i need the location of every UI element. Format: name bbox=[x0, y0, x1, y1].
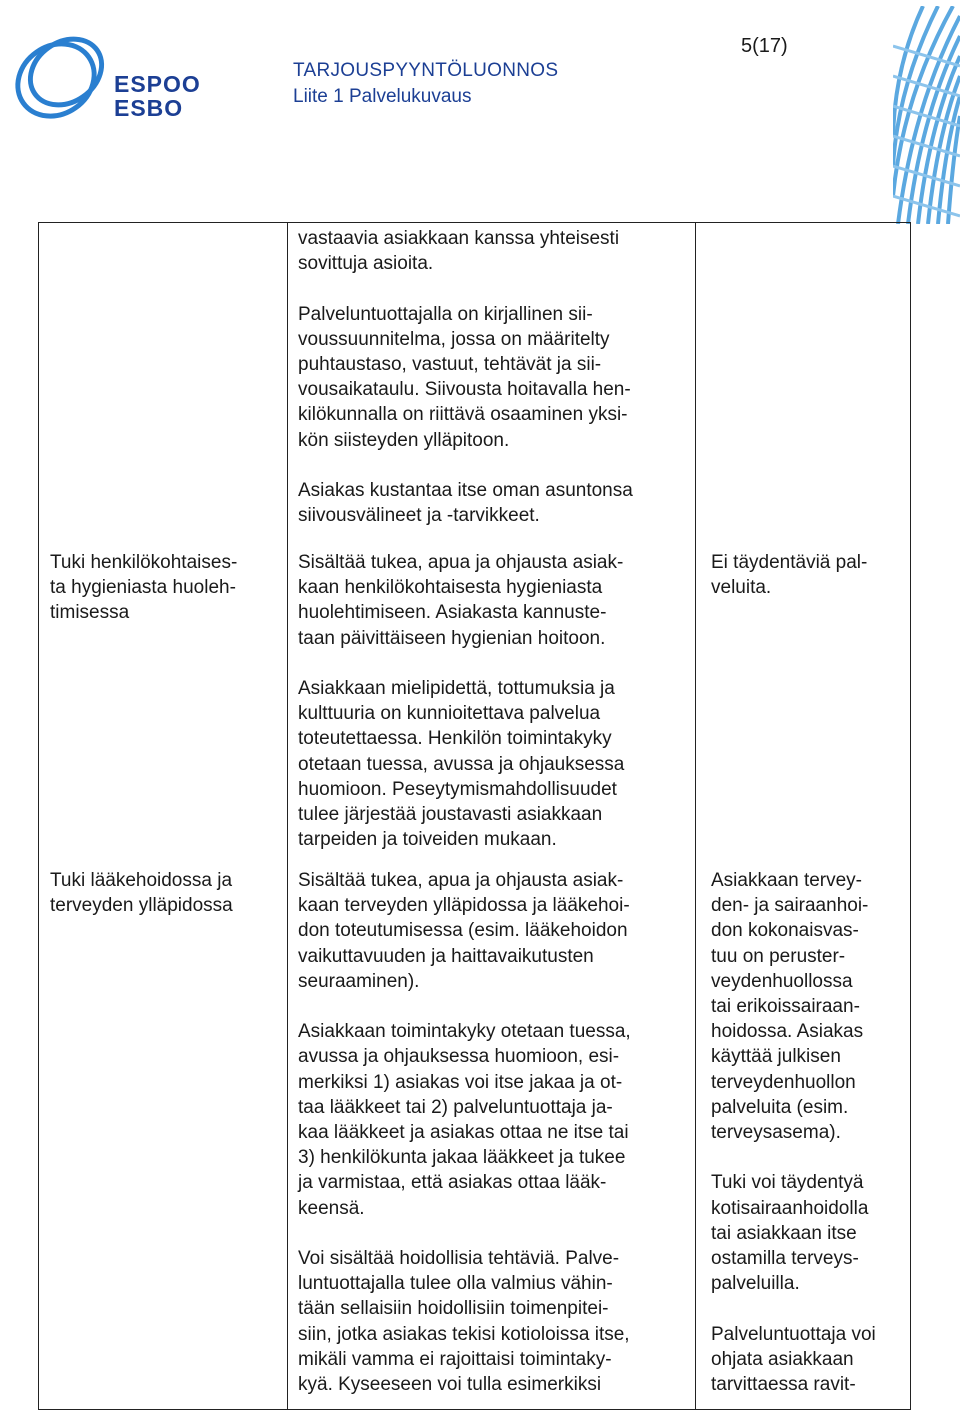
column-divider bbox=[287, 223, 288, 1409]
page-number: 5(17) bbox=[741, 35, 788, 57]
medication-description: Sisältää tukea, apua ja ohjausta asiak- kaan terveyden ylläpidossa ja lääkehoi- don toteutumisessa (esim. lääkehoidon vaikuttavuuden ja haittavaikutusten seuraaminen). Asiakkaan toimintakyky otetaan tuessa, avussa ja ohjauksessa huomioon, esi- merkiksi 1) asiakas voi itse jakaa ja ot- taa lääkkeet tai 2) palveluntuottaja ja- kaa lääkkeet ja asiakas ottaa ne itse tai 3) henkilökunta jakaa lääkkeet ja tukee ja varmistaa, että asiakas ottaa lääk- keensä. Voi sisältää hoidollisia tehtäviä. Palve- luntuottajalla tulee olla valmius vähin- tään sellaisiin hoidollisiin toimenpitei- siin, jotka asiakas tekisi kotioloissa itse, mikäli vamma ei rajoittaisi toimintaky- kyä. Kyseeseen voi tulla esimerkiksi bbox=[298, 870, 631, 1396]
document-subtitle: Liite 1 Palvelukuvaus bbox=[293, 86, 472, 107]
logo-text-espoo: ESPOO bbox=[114, 71, 201, 97]
cleaning-description: vastaavia asiakkaan kanssa yhteisesti sovittuja asioita. Palveluntuottajalla on kirjallinen sii- voussuunnitelma, jossa on määritelty puhtaustaso, vastuut, tehtävät ja sii- vousaikataulu. Siivousta hoitavalla hen- kilökunnalla on riittävä osaaminen yksi- kön siisteyden ylläpitoon. Asiakas kustantaa itse oman asuntonsa siivousvälineet ja -tarvikkeet. bbox=[298, 228, 633, 527]
hygiene-supplementary: Ei täydentäviä pal- veluita. bbox=[711, 552, 868, 599]
service-name-hygiene: Tuki henkilökohtaises- ta hygieniasta huoleh- timisessa bbox=[50, 552, 238, 624]
document-title: TARJOUSPYYNTÖLUONNOS bbox=[293, 60, 559, 81]
espoo-logo-mark-icon bbox=[8, 28, 118, 124]
espoo-logo bbox=[8, 28, 201, 124]
logo-text-esbo: ESBO bbox=[114, 95, 184, 121]
service-name-medication: Tuki lääkehoidossa ja terveyden ylläpidossa bbox=[50, 870, 233, 917]
column-divider bbox=[695, 223, 696, 1409]
medication-supplementary: Asiakkaan tervey- den- ja sairaanhoi- don kokonaisvas- tuu on peruster- veydenhuollossa tai erikoissairaan- hoidossa. Asiakas käyttää julkisen terveydenhuollon palveluita (esim. terveysasema). Tuki voi täydentyä kotisairaanhoidolla tai asiakkaan itse ostamilla terveys- palveluilla. Palveluntuottaja voi ohjata asiakkaan tarvittaessa ravit- bbox=[711, 870, 876, 1396]
hygiene-description: Sisältää tukea, apua ja ohjausta asiak- kaan henkilökohtaisesta hygieniasta huolehtimiseen. Asiakasta kannuste- taan päivittäiseen hygienian hoitoon. Asiakkaan mielipidettä, tottumuksia ja kulttuuria on kunnioitettava palvelua toteutettaessa. Henkilön toimintakyky otetaan tuessa, avussa ja ohjauksessa huomioon. Peseytymismahdollisuudet tulee järjestää joustavasti asiakkaan tarpeiden ja toiveiden mukaan. bbox=[298, 552, 625, 851]
decorative-stripes-icon bbox=[893, 6, 960, 224]
